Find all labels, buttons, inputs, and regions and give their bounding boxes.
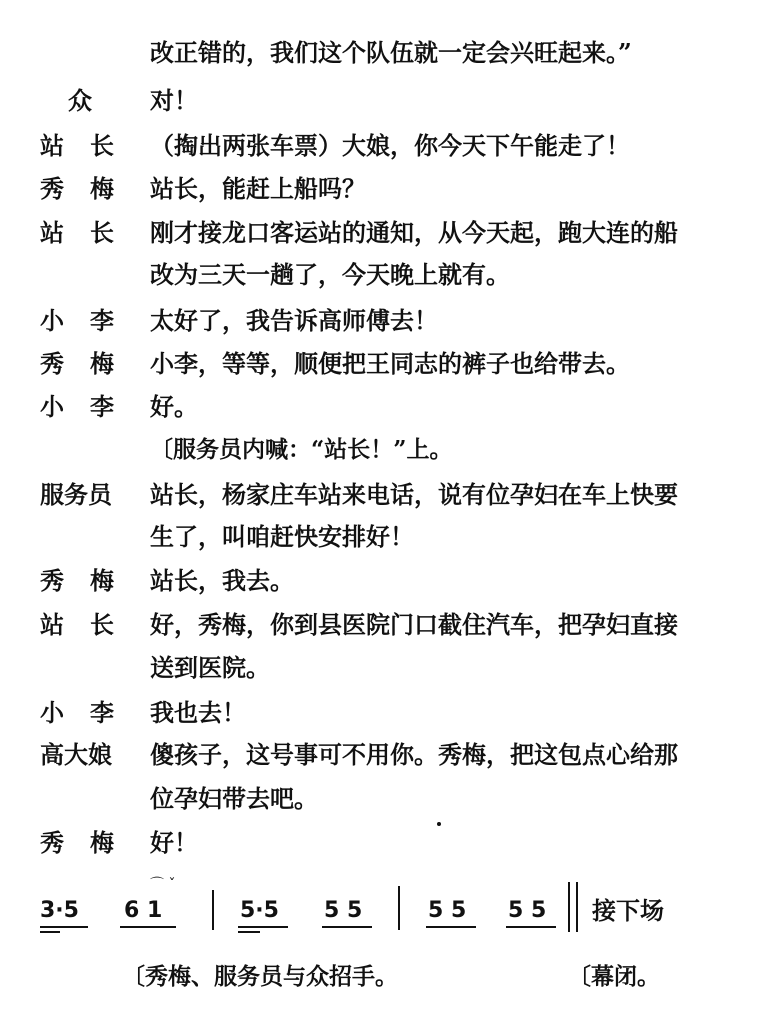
speaker-4: 站长 (40, 218, 140, 247)
underline-6 (506, 926, 556, 928)
barline-end-1 (568, 882, 570, 932)
underline-2 (120, 926, 176, 928)
text-9-cont: 生了，叫咱赶快安排好！ (150, 522, 414, 551)
stage-direction-footer-right: 〔幕闭。 (568, 963, 660, 990)
speaker-11: 站长 (40, 610, 140, 639)
barline-2 (398, 886, 400, 930)
note-group-1: 3·5 (40, 898, 79, 923)
stage-direction-1: 〔服务员内喊：“站长！”上。 (150, 436, 453, 463)
text-4: 刚才接龙口客运站的通知，从今天起，跑大连的船 (150, 218, 678, 247)
speaker-2: 站长 (40, 131, 140, 160)
note-group-6: 5 5 (508, 898, 547, 923)
text-4-cont: 改为三天一趟了，今天晚上就有。 (150, 260, 510, 289)
speaker-12: 小李 (40, 698, 140, 727)
text-2: （掏出两张车票）大娘，你今天下午能走了！ (150, 131, 630, 160)
note-group-2: 6 1 (124, 898, 163, 923)
text-11: 好，秀梅，你到县医院门口截住汽车，把孕妇直接 (150, 610, 678, 639)
text-5: 太好了，我告诉高师傅去！ (150, 306, 438, 335)
text-7: 好。 (150, 392, 198, 421)
line-0-cont: 改正错的，我们这个队伍就一定会兴旺起来。” (150, 38, 632, 67)
underline-1b (40, 931, 60, 933)
text-1: 对！ (150, 86, 198, 115)
text-3: 站长，能赶上船吗？ (150, 174, 366, 203)
speaker-14: 秀梅 (40, 828, 140, 857)
text-9: 站长，杨家庄车站来电话，说有位孕妇在车上快要 (150, 480, 678, 509)
speaker-6: 秀梅 (40, 349, 140, 378)
underline-3 (238, 926, 288, 928)
text-13: 傻孩子，这号事可不用你。秀梅，把这包点心给那 (150, 740, 678, 769)
speaker-1: 众 (68, 86, 92, 115)
next-scene-label: 接下场 (592, 896, 664, 925)
text-12: 我也去！ (150, 698, 246, 727)
underline-1 (40, 926, 88, 928)
text-14: 好！ (150, 828, 198, 857)
speaker-3: 秀梅 (40, 174, 140, 203)
barline-end-2 (576, 882, 578, 932)
speaker-7: 小李 (40, 392, 140, 421)
text-13-cont: 位孕妇带去吧。 (150, 784, 318, 813)
note-group-5: 5 5 (428, 898, 467, 923)
text-6: 小李，等等，顺便把王同志的裤子也给带去。 (150, 349, 630, 378)
stage-direction-footer-left: 〔秀梅、服务员与众招手。 (122, 963, 398, 990)
speaker-10: 秀梅 (40, 566, 140, 595)
print-speck (437, 822, 441, 826)
barline-1 (212, 890, 214, 930)
ornament-mark: ⌒ ˇ (150, 877, 176, 893)
note-group-3: 5·5 (240, 898, 279, 923)
underline-3b (238, 931, 260, 933)
underline-5 (426, 926, 476, 928)
speaker-5: 小李 (40, 306, 140, 335)
text-10: 站长，我去。 (150, 566, 294, 595)
speaker-13: 高大娘 (40, 740, 112, 769)
note-group-4: 5 5 (324, 898, 363, 923)
text-11-cont: 送到医院。 (150, 653, 270, 682)
underline-4 (322, 926, 372, 928)
speaker-9: 服务员 (40, 480, 112, 509)
